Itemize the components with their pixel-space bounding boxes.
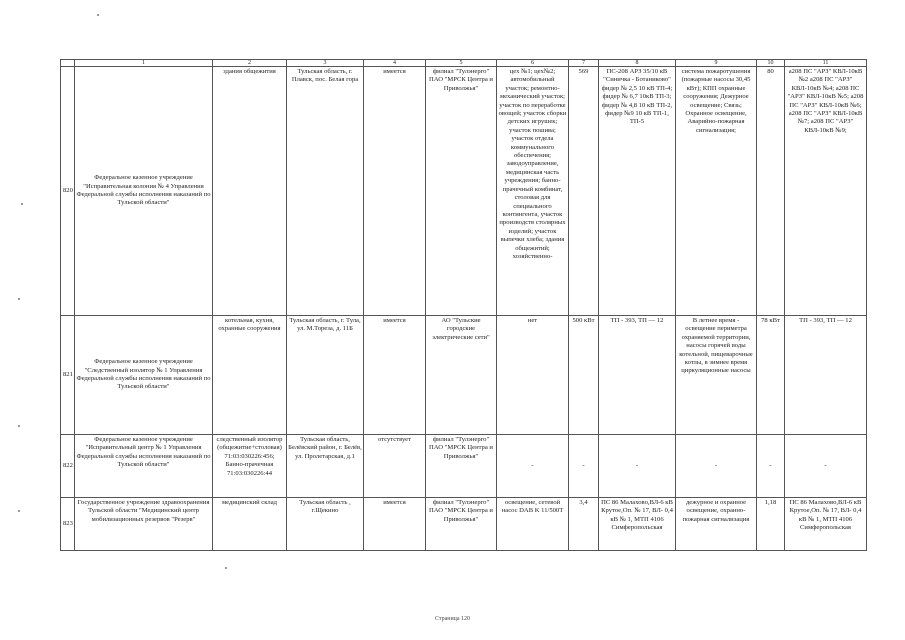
object-cell: здания общежития <box>213 67 287 316</box>
power-cell: 3,4 <box>569 498 599 551</box>
consumers-cell: освещение, сетевой насос DAB K 11/500T <box>497 498 569 551</box>
header-cell: 1 <box>75 60 213 67</box>
header-cell: 6 <box>497 60 569 67</box>
organization-name: Федеральное казенное учреждение "Исправительная колония № 4 Управления Федеральной службы исполнения наказаний по Тульской области" <box>75 67 213 316</box>
scan-speck <box>97 14 99 16</box>
consumers-cell: - <box>497 435 569 498</box>
reserve-cell: а208 ПС "АРЗ" КВЛ-10кВ №2 а208 ПС "АРЗ" КВЛ-10кВ №4; а208 ПС "АРЗ" КВЛ-10кВ №5; а208 ПС "АРЗ" КВЛ-10кВ №6; а208 ПС "АРЗ" КВЛ-10кВ №7; а208 ПС "АРЗ" КВЛ-10кВ №9; <box>785 67 867 316</box>
row-number: 821 <box>61 316 75 435</box>
systems-cell: дежурное и охранное освещение, охранно-пожарная сигнализация <box>676 498 757 551</box>
capacity-cell: - <box>757 435 785 498</box>
consumers-cell: цех №1; цех№2; автомобильный участок; ремонтно-механический участок; участок по переработке овощей; участок сборки детских игрушек; участок пошива; участок отдела коммунального обеспечения; заводоуправление, медицинская часть учреждения; банно-прачечный комбинат, столовая для специального контингента, участок производств столярных изделий; участок выпечки хлеба; здания общежитий; хозяйственно- <box>497 67 569 316</box>
status-cell: отсутствует <box>364 435 426 498</box>
supplier-cell: филиал "Тулэнерго" ПАО "МРСК Центра и Приволжья" <box>426 435 497 498</box>
scan-speck <box>225 567 227 569</box>
table-row <box>61 67 867 316</box>
table-row <box>61 498 867 551</box>
supplier-cell: филиал "Тулэнерго" ПАО "МРСК Центра и Приволжья" <box>426 67 497 316</box>
header-cell: 2 <box>213 60 287 67</box>
status-cell: имеется <box>364 316 426 435</box>
power-cell: 569 <box>569 67 599 316</box>
consumers-cell: нет <box>497 316 569 435</box>
capacity-cell: 78 кВт <box>757 316 785 435</box>
object-cell: медицинский склад <box>213 498 287 551</box>
header-cell-blank <box>61 60 75 67</box>
status-cell: имеется <box>364 67 426 316</box>
capacity-cell: 80 <box>757 67 785 316</box>
supplier-cell: филиал "Тулэнерго" ПАО "МРСК Центра и Приволжья" <box>426 498 497 551</box>
power-cell: 500 кВт <box>569 316 599 435</box>
row-number: 822 <box>61 435 75 498</box>
feed-cell: ПС-208 АРЗ 35/10 кВ "Синичка - Ботаниково" фидер № 2,5 10 кВ ТП-4; фидер № 6,7 10кВ ТП-3; фидер № 4,8 10 кВ ТП-2, фидер №9 10 кВ ТП-1, ТП-5 <box>599 67 676 316</box>
header-cell: 7 <box>569 60 599 67</box>
reserve-cell: ТП - 393, ТП — 12 <box>785 316 867 435</box>
reserve-cell: - <box>785 435 867 498</box>
address-cell: Тульская область, Белёвский район, г. Белёв, ул. Пролетарская, д.1 <box>287 435 364 498</box>
systems-cell: В летнее время - освещение периметра охраняемой территории, насосы горячей воды котельной, пищеварочные котлы, в зимнее время циркуляционные насосы <box>676 316 757 435</box>
address-cell: Тульская область , г.Щекино <box>287 498 364 551</box>
header-cell: 10 <box>757 60 785 67</box>
header-row <box>61 60 867 67</box>
feed-cell: ПС 86 Малахово,ВЛ-6 кВ Крутое,Оп. № 17, ВЛ- 0,4 кВ № 1, МТП 4106 Симферопольская <box>599 498 676 551</box>
header-cell: 9 <box>676 60 757 67</box>
address-cell: Тульская область, г. Плавск, пос. Белая гора <box>287 67 364 316</box>
row-number: 820 <box>61 67 75 316</box>
scan-speck <box>18 298 20 300</box>
scan-speck <box>18 425 20 427</box>
table-row <box>61 435 867 498</box>
page-footer: Страница 120 <box>434 616 471 622</box>
object-cell: котельная, кухня, охранные сооружения <box>213 316 287 435</box>
header-cell: 5 <box>426 60 497 67</box>
scan-speck <box>21 203 23 205</box>
row-number: 823 <box>61 498 75 551</box>
table-row <box>61 316 867 435</box>
header-cell: 11 <box>785 60 867 67</box>
feed-cell: ТП - 393, ТП — 12 <box>599 316 676 435</box>
header-cell: 3 <box>287 60 364 67</box>
organization-name: Государственное учреждение здравоохранения Тульской области "Медицинский центр мобилизационных резервов "Резерв" <box>75 498 213 551</box>
organization-name: Федеральное казенное учреждение "Следственный изолятор № 1 Управления Федеральной службы исполнения наказаний по Тульской области" <box>75 316 213 435</box>
header-cell: 8 <box>599 60 676 67</box>
register-table <box>60 59 867 551</box>
capacity-cell: 1,18 <box>757 498 785 551</box>
systems-cell: система пожаротушения (пожарные насосы 30,45 кВт); КПП охранные сооружения; Дежурное освещение; Связь; Охранное освещение, Аварийно-пожарная сигнализация; <box>676 67 757 316</box>
reserve-cell: ПС 86 Малахово,ВЛ-6 кВ Крутое,Оп. № 17, ВЛ- 0,4 кВ № 1, МТП 4106 Симферопольская <box>785 498 867 551</box>
systems-cell: - <box>676 435 757 498</box>
object-cell: следственный изолятор (общежитие+столовая) 71:03:030226:456; Банно-прачечная 71:03:030226:44 <box>213 435 287 498</box>
address-cell: Тульская область, г. Тула, ул. М.Тореза, д. 11Б <box>287 316 364 435</box>
scan-speck <box>18 510 20 512</box>
feed-cell: - <box>599 435 676 498</box>
organization-name: Федеральное казенное учреждение "Исправительный центр № 1 Управления Федеральной службы исполнения наказаний по Тульской области" <box>75 435 213 498</box>
supplier-cell: АО "Тульские городские электрические сети" <box>426 316 497 435</box>
power-cell: - <box>569 435 599 498</box>
status-cell: имеется <box>364 498 426 551</box>
header-cell: 4 <box>364 60 426 67</box>
